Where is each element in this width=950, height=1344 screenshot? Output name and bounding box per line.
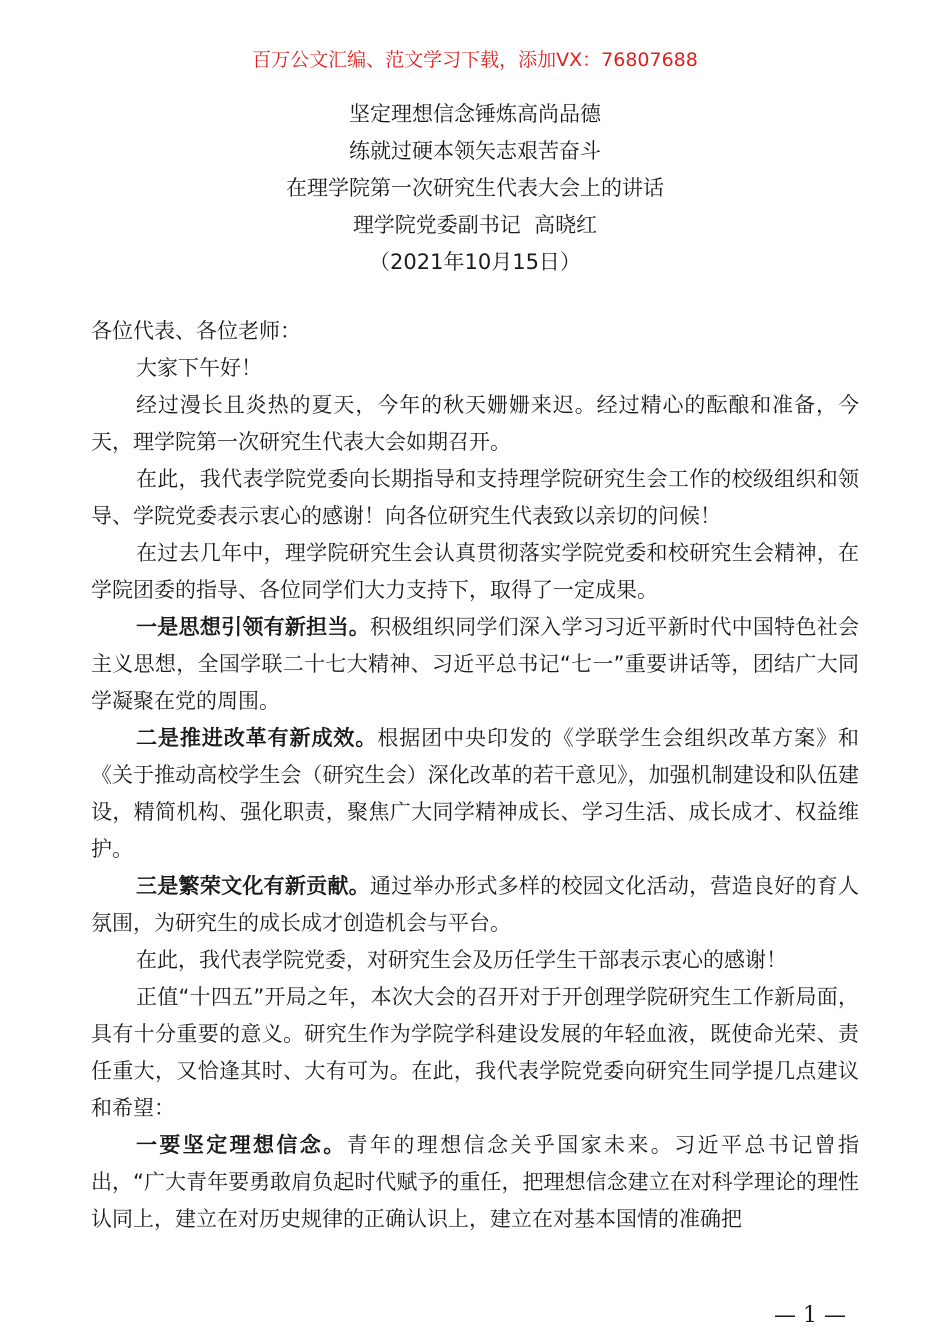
paragraph-achievement-2 — [91, 720, 859, 868]
paragraph-thanks: 在此，我代表学院党委向长期指导和支持理学院研究生会工作的校级组织和领导、学院党委表示衷心的感谢！向各位研究生代表致以亲切的问候！ — [91, 467, 859, 528]
paragraph-significance: 正值“十四五”开局之年，本次大会的召开对于开创理学院研究生工作新局面，具有十分重要的意义。研究生作为学院学科建设发展的年轻血液，既使命光荣、责任重大，又恰逢其时、大有可为。在此，我代表学院党委向研究生同学提几点建议和希望： — [91, 985, 859, 1120]
author-line: 理学院党委副书记 高晓红 — [352, 213, 598, 237]
title-line-2: 练就过硬本领矢志艰苦奋斗 — [349, 139, 601, 163]
hope-1-text: 青年的理想信念关乎国家未来。习近平总书记曾指出，“广大青年要勇敢肩负起时代赋予的重任，把理想信念建立在对科学理论的理性认同上，建立在对历史规律的正确认识上，建立在对基本国情的准确把 — [91, 1133, 860, 1231]
achievement-2-lead: 二是推进改革有新成效。 — [136, 726, 378, 750]
paragraph-gratitude: 在此，我代表学院党委，对研究生会及历任学生干部表示衷心的感谢！ — [136, 948, 787, 972]
speech-body — [91, 313, 859, 1238]
achievement-1-text: 积极组织同学们深入学习习近平新时代中国特色社会主义思想，全国学联二十七大精神、习近平总书记“七一”重要讲话等，团结广大同学凝聚在党的周围。 — [91, 615, 859, 713]
achievement-3-text: 通过举办形式多样的校园文化活动，营造良好的育人氛围，为研究生的成长成才创造机会与平台。 — [91, 874, 859, 935]
hope-1-lead: 一要坚定理想信念。 — [136, 1133, 347, 1157]
header-note: 百万公文汇编、范文学习下载，添加VX：76807688 — [252, 49, 698, 71]
paragraph-greeting: 大家下午好！ — [136, 356, 262, 380]
title-line-1: 坚定理想信念锤炼高尚品德 — [349, 102, 601, 126]
paragraph-opening: 经过漫长且炎热的夏天，今年的秋天姗姗来迟。经过精心的酝酿和准备，今天，理学院第一次研究生代表大会如期召开。 — [91, 393, 859, 454]
achievement-3-lead: 三是繁荣文化有新贡献。 — [136, 874, 370, 898]
title-line-3: 在理学院第一次研究生代表大会上的讲话 — [286, 176, 664, 200]
paragraph-achievement-1 — [91, 609, 859, 720]
salutation: 各位代表、各位老师： — [91, 319, 301, 343]
paragraph-review: 在过去几年中，理学院研究生会认真贯彻落实学院党委和校研究生会精神，在学院团委的指导、各位同学们大力支持下，取得了一定成果。 — [91, 541, 859, 602]
title-block — [0, 96, 950, 281]
achievement-1-lead: 一是思想引领有新担当。 — [136, 615, 370, 639]
page-number: — 1 — — [774, 1303, 846, 1328]
paragraph-hope-1 — [91, 1127, 859, 1238]
achievement-2-text: 根据团中央印发的《学联学生会组织改革方案》和《关于推动高校学生会（研究生会）深化改革的若干意见》，加强机制建设和队伍建设，精简机构、强化职责，聚焦广大同学精神成长、学习生活、成长成才、权益维护。 — [91, 726, 859, 861]
paragraph-achievement-3 — [91, 868, 859, 942]
date-line: （2021年10月15日） — [369, 250, 581, 274]
